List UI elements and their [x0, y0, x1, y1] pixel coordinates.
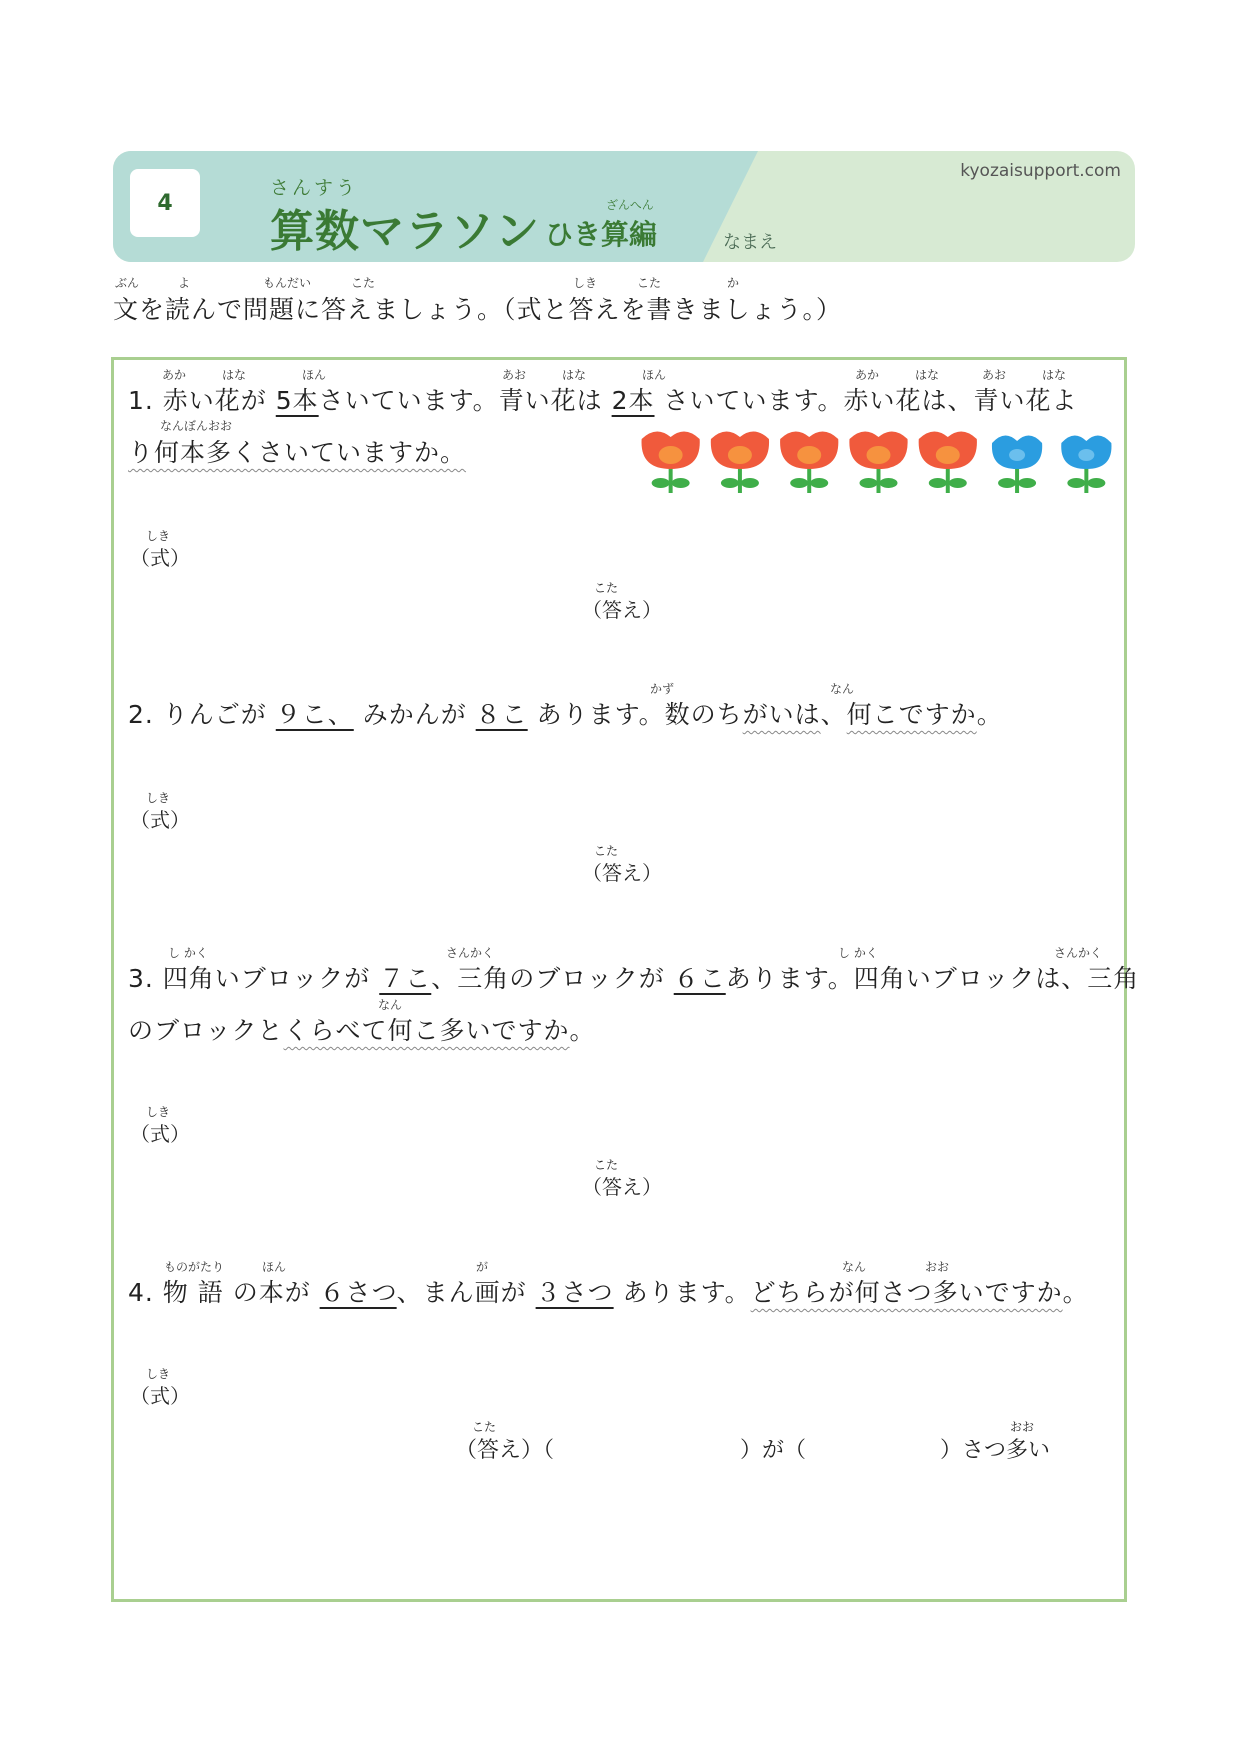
ruby: あお	[982, 368, 1007, 382]
flower-illustration	[636, 427, 1121, 497]
q1-ruby	[130, 366, 1110, 382]
q3-text: 、三角のブロックが	[431, 964, 674, 993]
kotae-ruby: こた	[594, 1158, 619, 1172]
ruby: が	[476, 1260, 489, 1274]
ruby: ほん	[642, 368, 667, 382]
q1-text: 1. 赤い花が	[128, 386, 276, 415]
q1-underline-2: 2本	[611, 386, 655, 415]
q4-text: 、まん画が	[396, 1278, 536, 1307]
q3-underline-6: ６こ	[673, 964, 726, 993]
kotae-label: （答え）	[582, 1175, 662, 1199]
ruby: し かく	[838, 946, 878, 960]
shiki-ruby: しき	[146, 1367, 171, 1381]
q1-ruby2: なんぼんおお	[160, 419, 233, 433]
ruby: おお	[925, 1260, 950, 1274]
ruby: なん	[830, 682, 855, 696]
answer-kotae-ruby: こた	[472, 1420, 497, 1434]
q4-text: 4. 物 語 の本が	[128, 1278, 320, 1307]
answer-blank-2[interactable]	[812, 1435, 934, 1463]
ruby: あか	[162, 368, 187, 382]
ruby: こた	[351, 276, 376, 290]
page-title: 算数マラソン	[270, 206, 540, 257]
q3-line1	[128, 959, 1139, 995]
q3-text: 。	[569, 1016, 596, 1045]
q1-text: さいています。赤い花は、青い花よ	[654, 386, 1078, 415]
ruby: ぶん	[115, 276, 140, 290]
title-ruby: さんすう	[270, 177, 359, 199]
kotae-ruby: こた	[594, 581, 619, 595]
red-flower-icon	[711, 431, 769, 493]
q3-underline-7: ７こ	[379, 964, 432, 993]
q3-text: のブロックと	[128, 1016, 284, 1045]
shiki-ruby: しき	[146, 529, 171, 543]
ruby: もんだい	[263, 276, 312, 290]
ruby: こた	[637, 276, 662, 290]
answer-oo-ruby: おお	[1010, 1420, 1035, 1434]
ruby: はな	[222, 368, 247, 382]
q4-answer-mid: ）が（	[740, 1438, 807, 1463]
name-label: なまえ	[723, 232, 777, 253]
q4-text: あります。	[613, 1278, 751, 1307]
q3-text: 3. 四角いブロックが	[128, 964, 380, 993]
q2-text: 2. りんごが	[128, 700, 276, 729]
ruby: なん	[842, 1260, 867, 1274]
instruction-ruby	[115, 274, 945, 290]
ruby: はな	[915, 368, 940, 382]
q1-line1	[128, 381, 1077, 417]
blue-flower-icon	[992, 435, 1042, 493]
q4-wavy: どちらが何さつ多いですか	[750, 1278, 1063, 1307]
ruby: あお	[502, 368, 527, 382]
shiki-ruby: しき	[146, 1105, 171, 1119]
shiki-label: （式）	[130, 1384, 190, 1408]
q4-line	[128, 1273, 1089, 1309]
ruby: ほん	[262, 1260, 287, 1274]
red-flower-icon	[919, 431, 977, 493]
q3-ruby2: なん	[378, 998, 403, 1012]
q2-line	[128, 695, 1003, 731]
ruby: はな	[562, 368, 587, 382]
q2-text: 、	[820, 700, 847, 729]
shiki-ruby: しき	[146, 791, 171, 805]
q1-line2	[128, 433, 466, 469]
worksheet-number: 4	[130, 169, 200, 237]
ruby: し かく	[168, 946, 208, 960]
q4-underline-6: ６さつ	[319, 1278, 397, 1307]
q1-wavy: り何本多くさいていますか。	[128, 438, 467, 467]
q4-answer-post: ）さつ多い	[940, 1438, 1051, 1463]
ruby: さんかく	[1054, 946, 1103, 960]
q1-underline-5: 5本	[275, 386, 319, 415]
shiki-label: （式）	[130, 808, 190, 832]
q3-line2	[128, 1011, 596, 1047]
ruby: しき	[573, 276, 598, 290]
q2-underline-8: ８こ	[475, 700, 528, 729]
ruby: よ	[178, 276, 191, 290]
q2-wavy-1: がいは	[742, 700, 821, 729]
q2-underline-9: ９こ、	[275, 700, 354, 729]
red-flower-icon	[642, 431, 700, 493]
blue-flower-icon	[1061, 435, 1111, 493]
subtitle-ruby: ざんへん	[606, 198, 654, 212]
ruby: さんかく	[446, 946, 495, 960]
instruction-text: 文を読んで問題に答えましょう。（式と答えを書きましょう。）	[113, 295, 843, 324]
shiki-label: （式）	[130, 546, 190, 570]
q2-wavy-2: 何こですか	[846, 700, 977, 729]
q3-text: あります。四角いブロックは、三角	[725, 964, 1140, 993]
q2-text: みかんが	[353, 700, 476, 729]
worksheet-header	[113, 151, 1135, 262]
answer-blank-1[interactable]	[560, 1435, 738, 1463]
ruby: はな	[1042, 368, 1067, 382]
q2-text: 。	[976, 700, 1003, 729]
kotae-ruby: こた	[594, 844, 619, 858]
q4-answer-pre: （答え）（	[455, 1438, 555, 1463]
kotae-label: （答え）	[582, 861, 662, 885]
q4-text: 。	[1062, 1278, 1089, 1307]
q2-text: あります。数のち	[527, 700, 743, 729]
shiki-label: （式）	[130, 1122, 190, 1146]
ruby: ほん	[302, 368, 327, 382]
site-url: kyozaisupport.com	[960, 161, 1121, 181]
ruby: か	[727, 276, 740, 290]
ruby: かず	[650, 682, 675, 696]
red-flower-icon	[780, 431, 838, 493]
red-flower-icon	[849, 431, 907, 493]
ruby: ものがたり	[164, 1260, 225, 1274]
q3-wavy: くらべて何こ多いですか	[283, 1016, 570, 1045]
kotae-label: （答え）	[582, 598, 662, 622]
ruby: あか	[855, 368, 880, 382]
q1-text: さいています。青い花は	[318, 386, 612, 415]
page-subtitle: ひき算編	[545, 218, 658, 251]
q4-underline-3: ３さつ	[535, 1278, 614, 1307]
